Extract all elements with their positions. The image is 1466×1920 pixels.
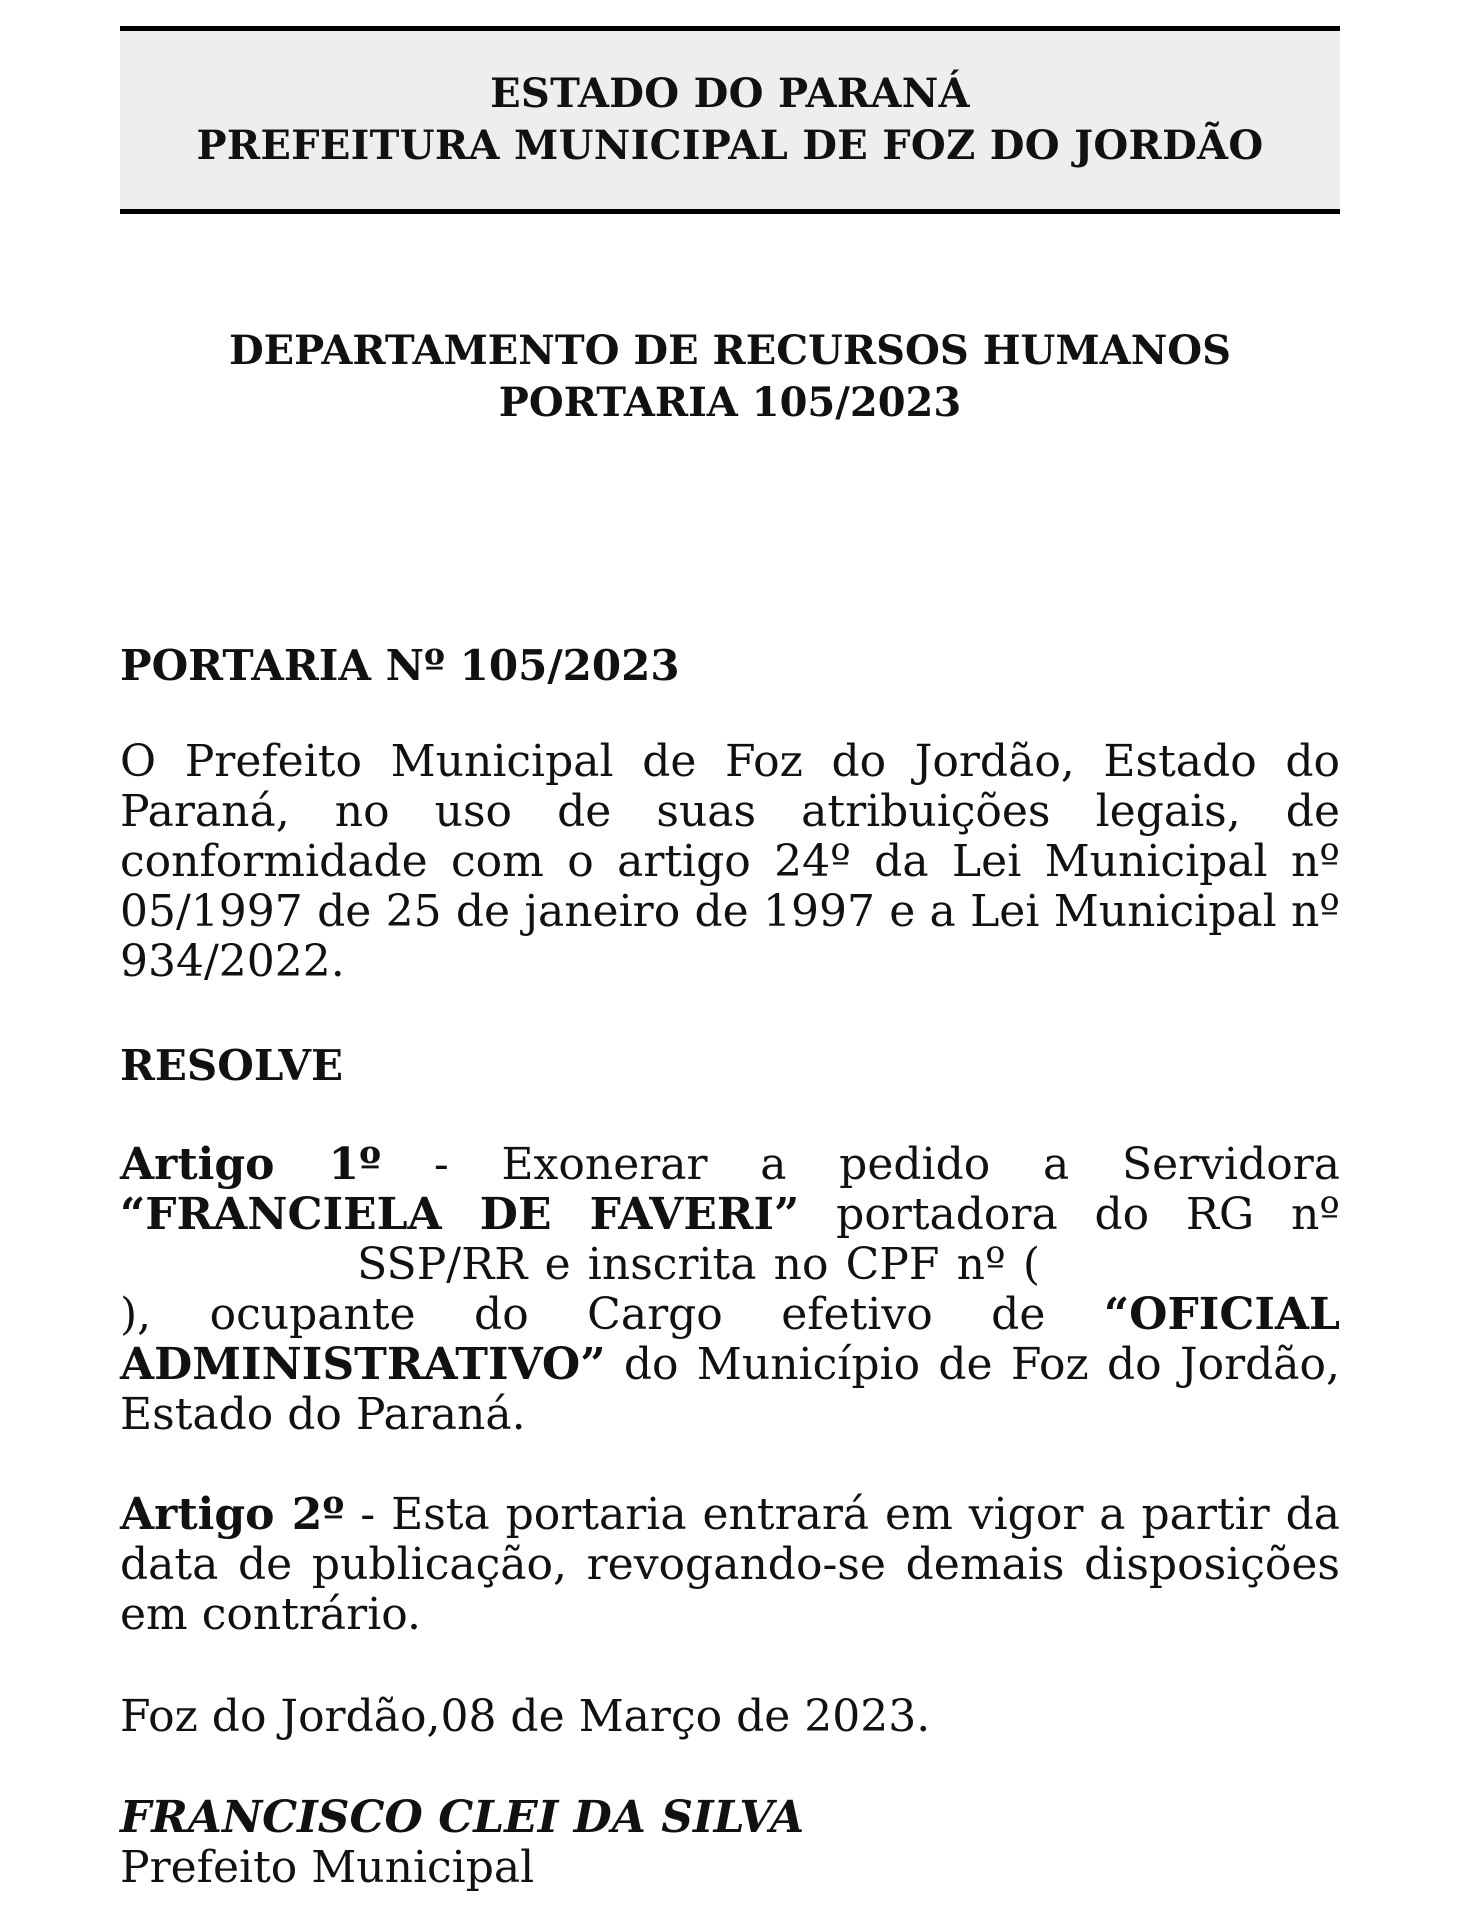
article-1-text-c: SSP/RR e inscrita no CPF nº ( — [340, 1239, 1040, 1290]
state-name: ESTADO DO PARANÁ — [490, 70, 970, 117]
article-1-paragraph — [120, 1140, 1340, 1440]
cargo-name: “OFICIAL ADMINISTRATIVO” — [120, 1289, 1340, 1390]
signer-name: FRANCISCO CLEI DA SILVA — [120, 1792, 805, 1843]
preamble-paragraph: O Prefeito Municipal de Foz do Jordão, Estado do Paraná, no uso de suas atribuições legais, de conformidade com o artigo 24º da Lei Municipal nº 05/1997 de 25 de janeiro de 1997 e a Lei Municipal nº 934/2022. — [120, 736, 1340, 987]
portaria-title: PORTARIA Nº 105/2023 — [120, 641, 680, 690]
article-1-text-a: - Exonerar a pedido a Servidora — [381, 1139, 1341, 1190]
signer-role: Prefeito Municipal — [120, 1842, 535, 1893]
municipality-name: PREFEITURA MUNICIPAL DE FOZ DO JORDÃO — [196, 122, 1264, 169]
servant-name: “FRANCIELA DE FAVERI” — [120, 1189, 800, 1240]
article-1-text-e: do Município de Foz do Jordão, Estado do Paraná. — [120, 1339, 1340, 1440]
department-name: DEPARTAMENTO DE RECURSOS HUMANOS — [228, 327, 1231, 374]
article-1-label: Artigo 1º — [120, 1139, 382, 1190]
document-header — [120, 26, 1340, 214]
date-line: Foz do Jordão,08 de Março de 2023. — [120, 1691, 931, 1742]
department-block — [120, 325, 1340, 429]
portaria-heading: PORTARIA 105/2023 — [498, 379, 962, 426]
article-2-paragraph — [120, 1490, 1340, 1640]
article-1-text-b: portadora do RG nº — [799, 1189, 1340, 1240]
article-2-text: - Esta portaria entrará em vigor a partir da data de publicação, revogando-se demais disposições em contrário. — [120, 1489, 1341, 1640]
article-2-label: Artigo 2º — [120, 1489, 345, 1540]
article-1-text-d: ), ocupante do Cargo efetivo de — [120, 1289, 1104, 1340]
resolve-heading: RESOLVE — [120, 1041, 343, 1090]
